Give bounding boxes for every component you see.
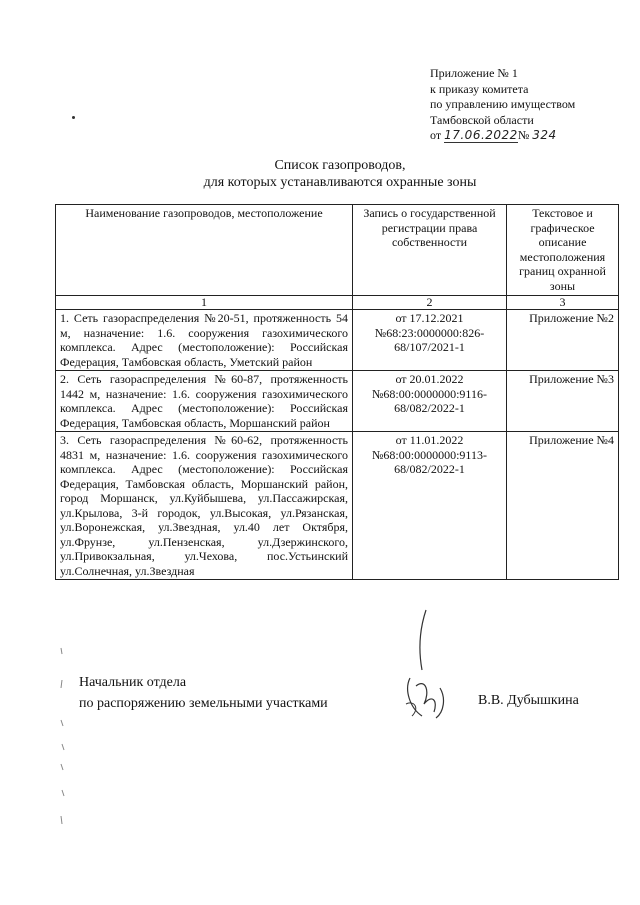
appendix-date-line (430, 128, 630, 144)
pipelines-table (55, 204, 619, 580)
table-row (56, 371, 619, 432)
number-prefix: № (517, 128, 530, 142)
zone-appendix-ref: Приложение №2 (507, 310, 619, 371)
signer-name: В.В. Дубышкина (478, 693, 579, 708)
column-number: 2 (353, 296, 507, 310)
title-line-2: для которых устанавливаются охранные зоны (203, 175, 477, 190)
header-name-location: Наименование газопроводов, местоположение (56, 205, 353, 296)
appendix-committee-line: по управлению имуществом (430, 97, 576, 111)
stray-dot (72, 116, 75, 119)
registration-record: от 20.01.2022 №68:00:0000000:9116-68/082/2022-1 (353, 371, 507, 432)
handwritten-number: 324 (532, 128, 557, 142)
position-line-2: по распоряжению земельными участками (79, 696, 328, 711)
signatory-position (79, 672, 328, 714)
column-number: 1 (56, 296, 353, 310)
title-line-1: Список газопроводов, (274, 158, 406, 173)
pipeline-description: 1. Сеть газораспределения №20-51, протяженность 54 м, назначение: 1.6. сооружения газохимического комплекса. Адрес (местоположение): Российская Федерация, Тамбовская область, Уметский район (56, 310, 353, 371)
column-number: 3 (507, 296, 619, 310)
appendix-order-line: к приказу комитета (430, 81, 529, 96)
pipeline-description: 3. Сеть газораспределения №60-62, протяженность 4831 м, назначение: 1.6. сооружения газохимического комплекса. Адрес (местоположение): Российская Федерация, Тамбовская область, Моршанский район, город Моршанск, ул.Куйбышева, ул.Пассажирская, ул.Крылова, 3-й городок, ул.Высокая, ул.Рязанская, ул.Воронежская, ул.Звездная, ул.40 лет Октября, ул.Фрунзе, ул.Пензенская, ул.Дзержинского, ул.Привокзальная, ул.Чехова, пос.Устьинский ул.Солнечная, ул.Звездная (56, 432, 353, 580)
zone-appendix-ref: Приложение №3 (507, 371, 619, 432)
header-registration: Запись о государственной регистрации права собственности (353, 205, 507, 296)
registration-record: от 11.01.2022 №68:00:0000000:9113-68/082/2022-1 (353, 432, 507, 580)
position-line-1: Начальник отдела (79, 675, 187, 690)
pipeline-description: 2. Сеть газораспределения №60-87, протяженность 1442 м, назначение: 1.6. сооружения газохимического комплекса. Адрес (местоположение): Российская Федерация, Тамбовская область, Моршанский район (56, 371, 353, 432)
registration-record: от 17.12.2021 №68:23:0000000:826-68/107/2021-1 (353, 310, 507, 371)
handwritten-date: 17.06.2022 (444, 128, 518, 142)
handwritten-signature (396, 608, 456, 728)
document-title (80, 157, 600, 191)
appendix-region-line: Тамбовской области (430, 112, 534, 127)
table-header-row (56, 205, 619, 296)
table-row (56, 432, 619, 580)
header-zone-description: Текстовое и графическое описание местоположения границ охранной зоны (507, 205, 619, 296)
zone-appendix-ref: Приложение №4 (507, 432, 619, 580)
appendix-title: Приложение № 1 (430, 66, 518, 80)
column-number-row (56, 296, 619, 310)
appendix-block (430, 66, 630, 144)
margin-scan-marks (58, 640, 68, 840)
table-row (56, 310, 619, 371)
date-prefix: от (430, 128, 442, 142)
